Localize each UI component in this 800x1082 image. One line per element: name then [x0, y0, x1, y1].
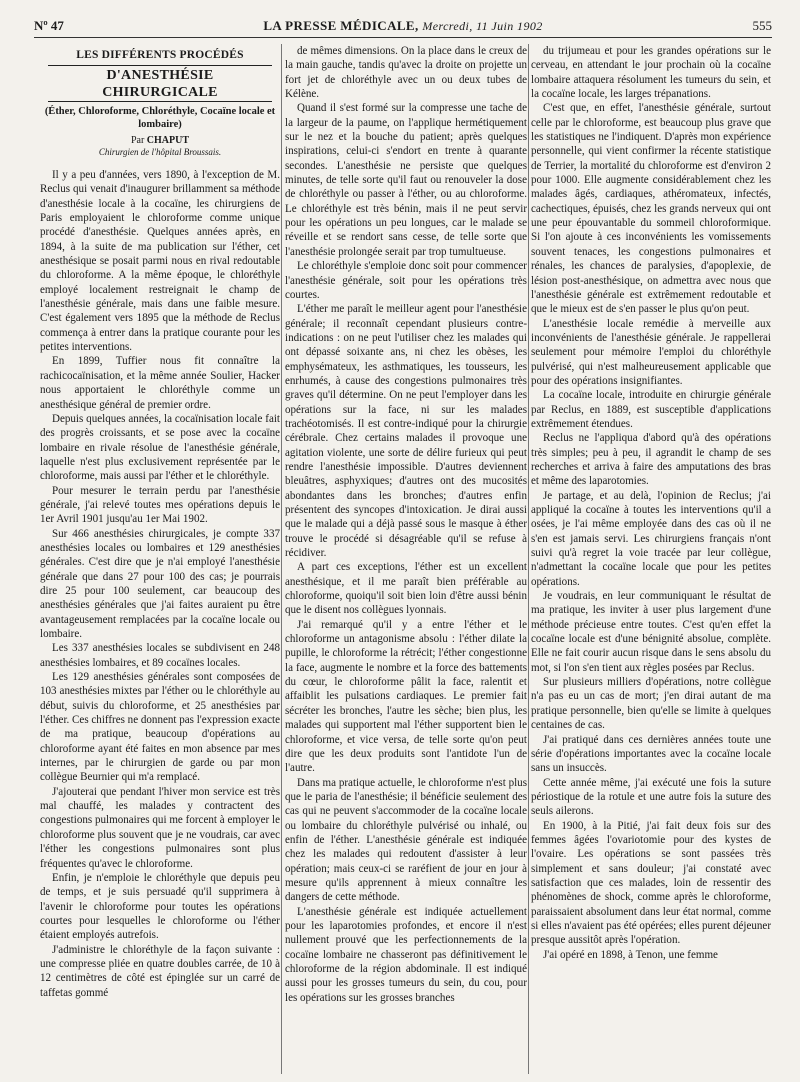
paragraph: J'administre le chloréthyle de la façon suivante : une compresse pliée en quatre doubles carrée, de 10 à 12 centimètres de côté est épinglée sur un carré de taffetas gommé [40, 943, 280, 999]
paragraph: Les 337 anesthésies locales se subdivisent en 248 anesthésies lombaires, et 89 cocaïnes locales. [40, 642, 280, 669]
paragraph: J'ajouterai que pendant l'hiver mon service est très mal chauffé, les malades y contractent des congestions pulmonaires qui me forcent à employer le chloroforme plus souvent que je ne voudrais, car avec l'éther les congestions pulmonaires sont plus fréquentes qu'avec le chloroforme. [40, 785, 280, 870]
paragraph: Je voudrais, en leur communiquant le résultat de ma pratique, les inviter à user plus largement d'une méthode précieuse entre toutes. C'est qu'en effet la cocaïne locale est d'une bénignité absolue, complète. Elle ne fait courir aucun risque dans le sens absolu du mot, si l'on s'en tient aux règles posées par Reclus. [531, 590, 771, 674]
paragraph: Je partage, et au delà, l'opinion de Reclus; j'ai appliqué la cocaïne à toutes les interventions qu'il a osées, je l'ai même employée dans des cas où il ne s'en est jamais servi. Les chirurgiens français n'ont suivi qu'à regret la voie tracée par leur collègue, n'admettant la cocaïne locale que pour les petites opérations. [531, 489, 771, 588]
column-3-body [531, 44, 771, 962]
issue-number: Nº 47 [34, 18, 64, 33]
paragraph: En 1899, Tuffier nous fit connaître la rachicocaïnisation, et la même année Soulier, Hacker nous apportaient le chloréthyle comme un anesthésique général de premier ordre. [40, 355, 280, 411]
column-divider [528, 44, 529, 1074]
paragraph: Quand il s'est formé sur la compresse une tache de la largeur de la paume, on l'applique hermétiquement sur le nez et la bouche du patient; après quelques inspirations, celui-ci s'endort en trente à quarante secondes. L'anesthésie ne persiste que quelques minutes, de telle sorte qu'il faut ou renouveler la dose de chloréthyle ou passer à l'éther, ou au chloroforme. Le chloréthyle est très bénin, mais il ne peut servir pour les opérations un peu longues, car le malade se réveille et se rendort sans cesse, de telle sorte que l'anesthésie prolongée serait par trop tumultueuse. [285, 102, 527, 258]
paragraph: de mêmes dimensions. On la place dans le creux de la main gauche, tandis qu'avec la droite on projette un fort jet de chloréthyle avec un ou deux tubes de Kélène. [285, 45, 527, 101]
paragraph: Il y a peu d'années, vers 1890, à l'exception de M. Reclus qui venait d'inaugurer brillamment sa méthode d'anesthésie locale à la cocaïne, les chirurgiens de Paris employaient le chloroforme comme unique procédé d'anesthésie. Quelques années après, en 1894, à la suite de ma publication sur l'éther, cet anesthésique se posait parmi nous en rival redoutable du chloroforme. A la même époque, le chloréthyle employé localement restreignait le champ de l'anesthésie générale, mais dans une faible mesure. C'est également vers 1895 que la méthode de Reclus commença à entrer dans la pratique courante pour les petites interventions. [40, 169, 280, 354]
column-2 [285, 44, 527, 1076]
byline [40, 135, 280, 147]
paragraph: Depuis quelques années, la cocaïnisation locale fait des progrès croissants, et se pose avec la cocaïne lombaire en rivale résolue de l'anesthésie générale, laquelle n'est plus exclusivement représentée par le chloroforme, mais aussi par l'éther et le chloréthyle. [40, 412, 280, 483]
paragraph: J'ai remarqué qu'il y a entre l'éther et le chloroforme un antagonisme absolu : l'éther dilate la pupille, le chloroforme la rétrécit; l'éther congestionne la face, augmente le nombre et la force des battements du cœur, le chloroforme pâlit la face, ralentit et affaiblit les pulsations cardiaques. Le premier fait sécréter les bronches, l'autre les sèche; bien plus, les malades qui supportent mal l'éther supportent bien le chloroforme, et vice versa, de telle sorte qu'on peut dire que les deux produits sont l'antidote l'un de l'autre. [285, 618, 527, 775]
paragraph: Dans ma pratique actuelle, le chloroforme n'est plus que le paria de l'anesthésie; il bénéficie seulement des cas qui ne peuvent s'accommoder de la cocaïne locale ou lombaire du chloréthyle pulvérisé ou inhalé, ou enfin de l'éther. L'anesthésie générale est indiquée chez les malades qui redoutent d'assister à leur opération; mais ceux-ci se raréfient de jour en jour à mesure qu'ils apprennent à mieux connaître les dangers de cette méthode. [285, 776, 527, 904]
column-2-body [285, 44, 527, 1005]
journal-title: LA PRESSE MÉDICALE, [263, 18, 419, 33]
author-affiliation: Chirurgien de l'hôpital Broussais. [98, 147, 222, 157]
paragraph: du trijumeau et pour les grandes opérations sur le cerveau, en attendant le jour prochain où la cocaïne lombaire attaquera résolument les tumeurs du sein, et la cocaïne locale, les larges trépanations. [531, 45, 771, 101]
paragraph: Pour mesurer le terrain perdu par l'anesthésie générale, j'ai relevé toutes mes opérations depuis le 1er Avril 1901 jusqu'au 1er Mai 1902. [40, 484, 280, 526]
column-3 [531, 44, 771, 1076]
author-name: CHAPUT [146, 135, 190, 146]
paragraph: Le chloréthyle s'emploie donc soit pour commencer l'anesthésie générale, soit pour les opérations très courtes. [285, 260, 527, 301]
column-1 [40, 44, 280, 1076]
byline-prefix: Par [130, 135, 145, 146]
paragraph: L'éther me paraît le meilleur agent pour l'anesthésie générale; il reconnaît cependant plusieurs contre-indications : on ne peut l'utiliser chez les malades qui ont dépassé soixante ans, ni chez les obèses, les emphysémateux, les asthmatiques, les tousseurs, les enrhumés, à cause des congestions pulmonaires très graves qu'il détermine. On ne peut l'employer dans les opérations sur la face, ni sur les malades trachéotomisés. Il est contre-indiqué pour la chirurgie cérébrale. Chez certains malades il provoque une agitation violente, une sorte de délire furieux qui peut rendre l'anesthésie impossible. D'autres deviennent bleuâtres, asphyxiques; d'autres ont des mucosités abondantes dans les bronches; d'autres enfin présentent des syncopes d'intoxication. Je dirai aussi que le malade qui a déjà passé sous le masque à éther trouve le procédé si désagréable qu'il se refuse à récidiver. [285, 303, 527, 560]
paragraph: Sur 466 anesthésies chirurgicales, je compte 337 anesthésies locales ou lombaires et 129 anesthésies générales. C'est dire que je n'ai employé l'anesthésie générale que dans 27 pour 100 des cas; je pourrais dire 25 pour 100 seulement, car beaucoup des anesthésies générales que j'ai faites auraient pu être avantageusement remplacées par la cocaïne locale ou lombaire. [40, 527, 280, 640]
article-kicker: LES DIFFÉRENTS PROCÉDÉS [76, 49, 244, 61]
paragraph: A part ces exceptions, l'éther est un excellent anesthésique, et il me paraît bien préférable au chloroforme, quoiqu'il soit bien loin d'être aussi bénin que le disent nos collègues lyonnais. [285, 561, 527, 617]
paragraph: Reclus ne l'appliqua d'abord qu'à des opérations très simples; peu à peu, il agrandit le champ de ses recherches et arriva à faire des amputations des bras et même des laparotomies. [531, 432, 771, 488]
paragraph: Enfin, je n'emploie le chloréthyle que depuis peu de temps, et je suis persuadé qu'il supprimera à l'avenir le chloroforme pour toutes les opérations courtes pour lesquelles le chloroforme ou l'éther étaient employés autrefois. [40, 871, 280, 942]
issue-date: Mercredi, 11 Juin 1902 [422, 19, 543, 33]
article-title: D'ANESTHÉSIE CHIRURGICALE [48, 65, 272, 102]
article-title-block [40, 44, 280, 158]
page-header [34, 14, 772, 38]
paragraph: La cocaïne locale, introduite en chirurgie générale par Reclus, en 1889, est susceptible d'applications extrêmement étendues. [531, 389, 771, 430]
paragraph: L'anesthésie locale remédie à merveille aux inconvénients de l'anesthésie générale. Je rappellerai seulement pour mémoire l'emploi du chloréthyle pulvérisé, qui n'est malheureusement applicable que pour des opérations insignifiantes. [531, 317, 771, 387]
paragraph: En 1900, à la Pitié, j'ai fait deux fois sur des femmes âgées l'ovariotomie pour des kystes de l'ovaire. Les opérations se sont passées très simplement et sans douleur; j'ai constaté avec satisfaction que ces malades, loin de ressentir des phénomènes de shock, comme après le chloroforme, paraissaient absolument dans leur état normal, comme si elles n'avaient pas été opérées; elles purent déjeuner presque aussitôt après l'opération. [531, 819, 771, 947]
paragraph: Les 129 anesthésies générales sont composées de 103 anesthésies mixtes par l'éther ou le chloréthyle au début, suivis du chloroforme, et 25 anesthésies par l'éther. Ces chiffres ne donnent pas l'expression exacte de ma pratique, beaucoup d'opérations au chloroforme ayant été faites en mon absence par mes internes, par le chirurgien de garde ou par mon collègue Beurnier qui m'a remplacé. [40, 671, 280, 784]
column-1-body [40, 168, 280, 1000]
paragraph: Cette année même, j'ai exécuté une fois la suture périostique de la rotule et une autre fois la suture des seuls ailerons. [531, 776, 771, 818]
paragraph: C'est que, en effet, l'anesthésie générale, surtout celle par le chloroforme, est beaucoup plus grave que les statistiques ne l'indiquent. D'après mon expérience personnelle, qui vient confirmer la récente statistique de Terrier, la mortalité du chloroforme est d'environ 2 pour 1000. Elle augmente considérablement chez les malades âgés, cardiaques, athéromateux, infectés, cachectiques, épuisés, chez les grands nerveux qui ont une peur épouvantable du sommeil chloroformique. Si l'on ajoute à ces inconvénients les vomissements souvent tenaces, les congestions pulmonaires et rénales, les chances de paralysies, d'apoplexie, de lésion post-anesthésique, on admettra avec nous que l'anesthésie générale est extrêmement redoutable et que le mieux est de s'en passer le plus qu'on peut. [531, 102, 771, 316]
paragraph: L'anesthésie générale est indiquée actuellement pour les laparotomies profondes, et encore il n'est nullement prouvé que les perfectionnements de la cocaïne lombaire ne chasseront pas définitivement le chloroforme de la région abdominale. Il est indiqué aussi pour les grosses tumeurs du sein, du cou, pour les opérations sur les grosses branches [285, 905, 527, 1004]
paragraph: J'ai pratiqué dans ces dernières années toute une série d'opérations importantes avec la cocaïne locale sans un insuccès. [531, 733, 771, 775]
paragraph: Sur plusieurs milliers d'opérations, notre collègue n'a pas eu un cas de mort; j'en dirai autant de ma pratique personnelle, bien qu'elle se limite à quelques centaines de cas. [531, 676, 771, 732]
article-subtitle: (Éther, Chloroforme, Chloréthyle, Cocaïne locale et lombaire) [44, 106, 276, 130]
journal-masthead [34, 18, 772, 34]
paragraph: J'ai opéré en 1898, à Tenon, une femme [543, 948, 718, 961]
column-divider [281, 44, 282, 1074]
page-number: 555 [752, 18, 772, 33]
